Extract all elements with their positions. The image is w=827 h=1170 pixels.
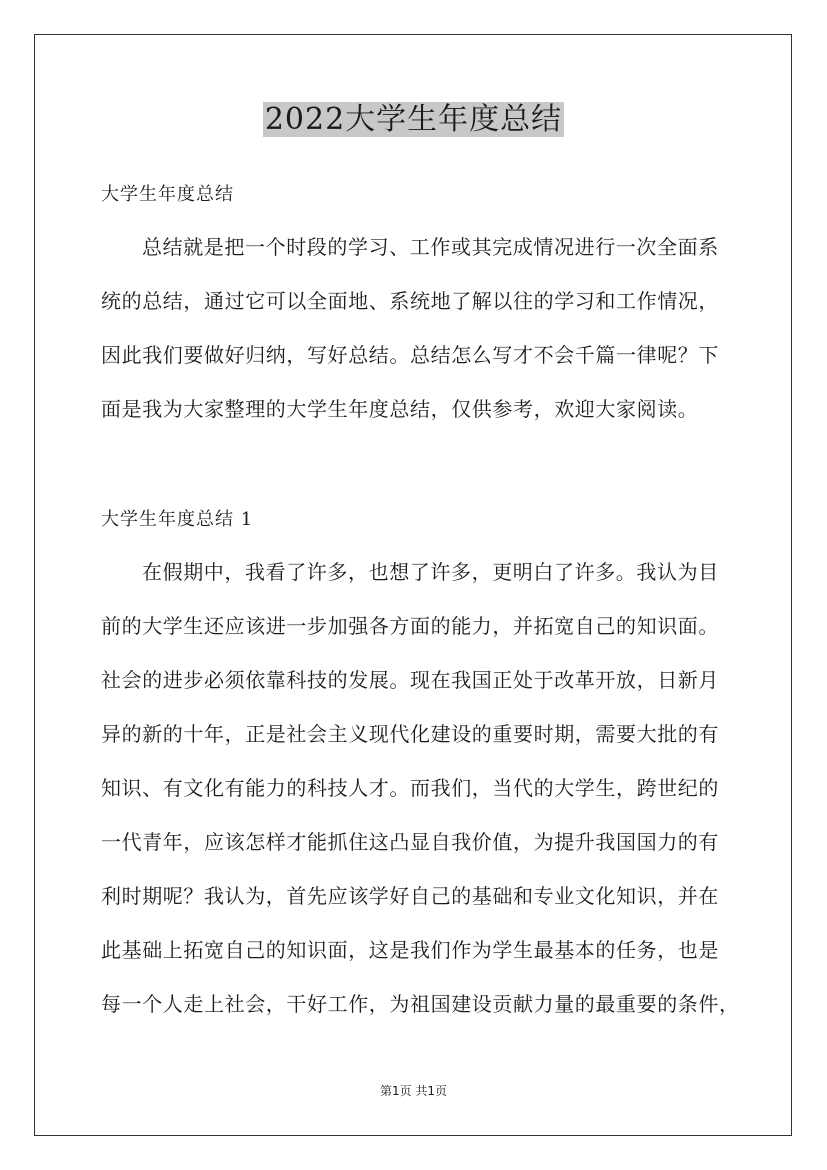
paragraph-line: 异的新的十年，正是社会主义现代化建设的重要时期，需要大批的有	[101, 722, 719, 746]
paragraph-line: 利时期呢？我认为，首先应该学好自己的基础和专业文化知识，并在	[101, 884, 719, 908]
paragraph-line: 在假期中，我看了许多，也想了许多，更明白了许多。我认为目	[142, 560, 719, 584]
paragraph-line: 总结就是把一个时段的学习、工作或其完成情况进行一次全面系	[142, 235, 719, 259]
paragraph-line: 每一个人走上社会，干好工作，为祖国建设贡献力量的最重要的条件，	[101, 992, 740, 1016]
paragraph-line: 此基础上拓宽自己的知识面，这是我们作为学生最基本的任务，也是	[101, 938, 719, 962]
document-title	[0, 98, 827, 142]
paragraph-line: 因此我们要做好归纳，写好总结。总结怎么写才不会千篇一律呢？下	[101, 343, 719, 367]
paragraph-line: 前的大学生还应该进一步加强各方面的能力，并拓宽自己的知识面。	[101, 614, 719, 638]
paragraph-line: 面是我为大家整理的大学生年度总结，仅供参考，欢迎大家阅读。	[101, 397, 699, 421]
paragraph-line: 社会的进步必须依靠科技的发展。现在我国正处于改革开放，日新月	[101, 668, 719, 692]
intro-heading: 大学生年度总结	[101, 184, 234, 205]
page-footer: 第1页 共1页	[379, 1084, 448, 1098]
section1-paragraph	[101, 545, 740, 1031]
intro-paragraph	[101, 220, 725, 436]
section1-heading: 大学生年度总结 1	[101, 509, 254, 530]
paragraph-line: 统的总结，通过它可以全面地、系统地了解以往的学习和工作情况，	[101, 289, 719, 313]
document-title-text: 2022大学生年度总结	[264, 102, 563, 137]
paragraph-line: 知识、有文化有能力的科技人才。而我们，当代的大学生，跨世纪的	[101, 776, 719, 800]
paragraph-line: 一代青年，应该怎样才能抓住这凸显自我价值，为提升我国国力的有	[101, 830, 719, 854]
